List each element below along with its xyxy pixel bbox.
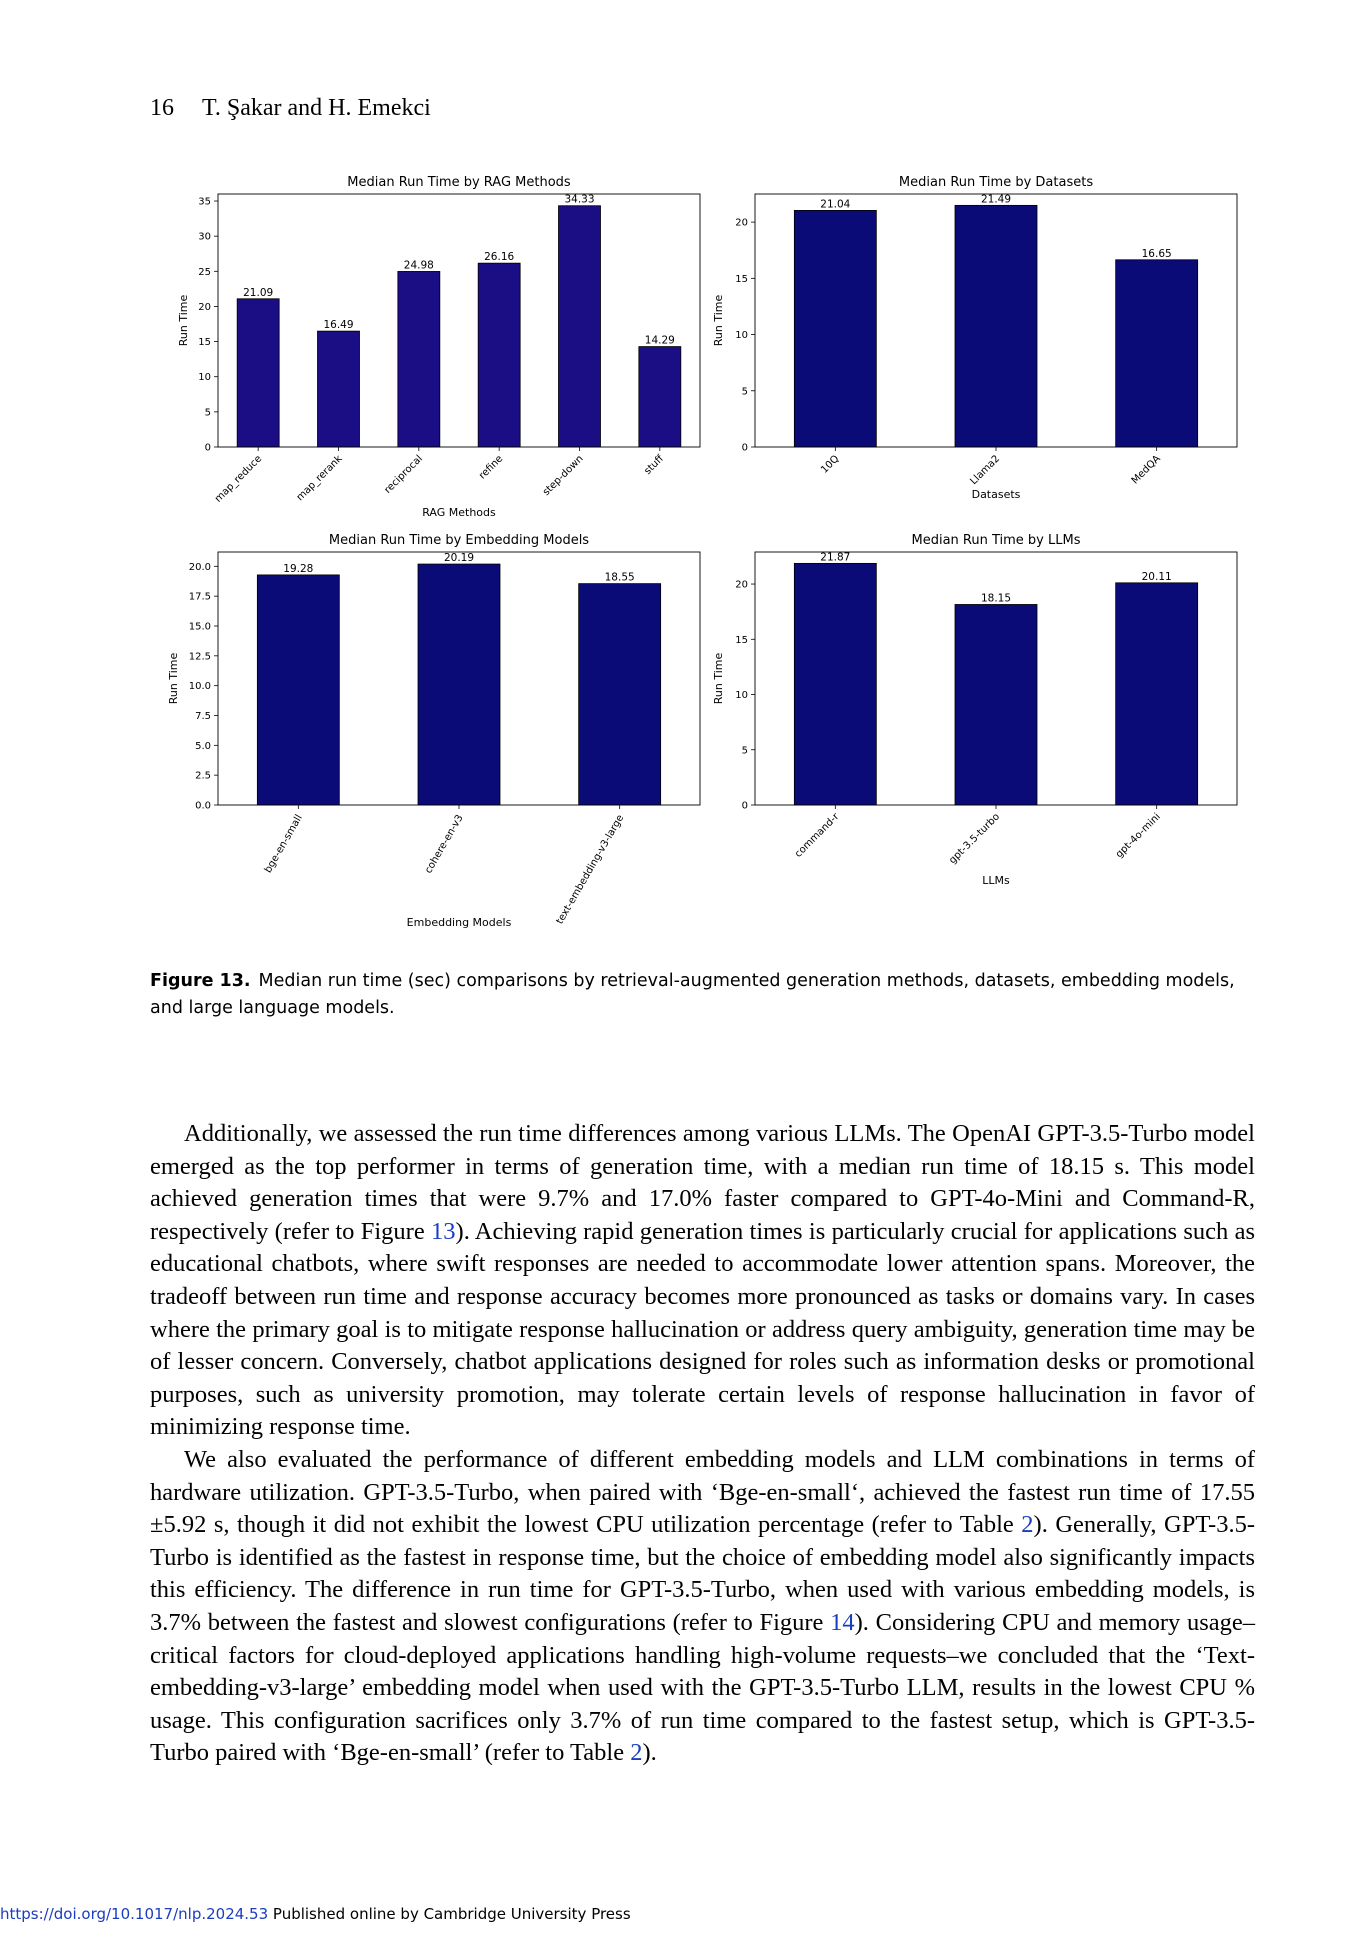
chart-title: Median Run Time by LLMs [911,533,1081,548]
y-tick-label: 20 [198,301,211,313]
y-tick-label: 5 [741,386,748,398]
y-axis-label: Run Time [167,652,180,705]
bar [478,263,520,447]
doi-link[interactable]: https://doi.org/10.1017/nlp.2024.53 [0,1905,269,1923]
value-label: 21.09 [243,286,274,299]
x-tick-label: map_rerank [294,453,345,504]
y-tick-label: 35 [198,196,211,208]
x-tick-label: Llama2 [968,453,1003,488]
x-axis-label: RAG Methods [422,506,496,519]
value-label: 26.16 [484,251,515,264]
bar-chart-svg [700,170,1260,528]
value-label: 21.49 [980,193,1012,206]
value-label: 20.11 [1141,570,1172,583]
figure-label: Figure 13. [150,971,251,991]
y-tick-label: 2.5 [195,770,211,782]
value-label: 20.19 [443,552,475,565]
paragraph-text: Additionally, we assessed the run time differences among various LLMs. The OpenAI GPT-3.5-Turbo model emerged as the top performer in terms of generation time, with a median run time of 18.15 s. This model achieved generation times that were 9.7% and 17.0% faster compared to GPT-4o-Mini and Command-R, respectively (refer to Figure [150,1120,1255,1245]
x-tick-label: refine [477,453,506,482]
y-tick-label: 30 [198,231,211,243]
figure-caption-text: Median run time (sec) comparisons by retrieval-augmented generation methods, datasets, embedding models, and large language models. [150,971,1235,1018]
x-tick-label: gpt-3.5-turbo [947,811,1003,867]
bar-chart-svg [700,528,1260,938]
table-link[interactable]: 2 [630,1739,643,1767]
y-tick-label: 15 [735,634,748,646]
page-header [150,95,431,122]
y-tick-label: 15 [198,337,211,349]
x-tick-label: cohere-en-v3 [423,813,466,876]
x-axis-label: LLMs [982,874,1010,887]
y-axis-label: Run Time [177,294,190,347]
y-tick-label: 0 [741,442,748,454]
paragraph-text: ). Generally, GPT-3.5-Turbo is identified as the fastest in response time, but the choice of embedding model also significantly impacts this efficiency. The difference in run time for GPT-3.5-Turbo, when used with various embedding models, is 3.7% between the fastest and slowest configurations (refer to Figure [150,1511,1255,1636]
y-axis-label: Run Time [712,652,725,705]
chart-rag-methods [140,170,700,528]
publisher-note: Published online by Cambridge University Press [268,1905,631,1923]
x-tick-label: reciprocal [382,453,425,496]
chart-title: Median Run Time by Embedding Models [328,533,590,548]
y-tick-label: 0 [204,442,211,454]
paragraph-text: ). Achieving rapid generation times is particularly crucial for applications such as educational chatbots, where swift responses are needed to accommodate lower attention spans. Moreover, the tradeoff between run time and response accuracy becomes more pronounced as tasks or domains vary. In cases where the primary goal is to mitigate response hallucination or address query ambiguity, generation time may be of lesser concern. Conversely, chatbot applications designed for roles such as information desks or promotional purposes, such as university promotion, may tolerate certain levels of response hallucination in favor of minimizing response time. [150,1217,1255,1441]
bar [418,564,500,805]
chart-title: Median Run Time by Datasets [898,175,1094,190]
body-text [150,1118,1255,1770]
page-number: 16 [150,95,174,121]
x-tick-label: gpt-4o-mini [1113,811,1163,861]
value-label: 34.33 [564,193,595,206]
y-tick-label: 25 [198,266,211,278]
bar [794,563,876,805]
bar [955,604,1037,805]
bar [559,206,601,447]
chart-embedding-models [140,528,700,938]
bar [579,584,661,805]
value-label: 21.04 [820,198,851,211]
x-tick-label: bge-en-small [262,813,305,875]
y-tick-label: 5 [204,407,211,419]
bar [955,205,1037,447]
paragraph [150,1444,1255,1770]
x-tick-label: command-r [792,811,842,860]
bar-chart-svg [140,170,700,528]
figure-link[interactable]: 14 [830,1608,855,1636]
value-label: 18.15 [980,592,1012,605]
x-axis-label: Embedding Models [406,916,512,929]
chart-title: Median Run Time by RAG Methods [347,175,571,190]
y-tick-label: 15.0 [188,621,211,633]
bar [398,271,440,447]
y-tick-label: 10 [735,330,748,342]
value-label: 14.29 [644,334,675,347]
bar [318,331,360,447]
x-tick-label: step-down [540,453,586,499]
y-tick-label: 0 [741,800,748,812]
table-link[interactable]: 2 [1021,1511,1034,1539]
value-label: 16.49 [323,319,354,332]
bar [237,299,279,447]
y-tick-label: 20 [735,579,748,591]
y-axis-label: Run Time [712,294,725,347]
y-tick-label: 12.5 [188,651,211,663]
running-head-authors: T. Şakar and H. Emekci [202,95,431,121]
paragraph [150,1118,1255,1444]
y-tick-label: 10.0 [188,681,211,693]
y-tick-label: 17.5 [188,591,211,603]
figure-link[interactable]: 13 [431,1217,456,1245]
x-tick-label: MedQA [1129,453,1163,487]
y-tick-label: 15 [735,273,748,285]
value-label: 18.55 [604,571,635,584]
bar [257,575,339,805]
y-tick-label: 5.0 [195,740,211,752]
x-tick-label: map_reduce [212,453,265,505]
y-tick-label: 20 [735,217,748,229]
y-tick-label: 5 [741,745,748,757]
y-tick-label: 10 [198,372,211,384]
bar [639,347,681,447]
y-tick-label: 10 [735,690,748,702]
y-tick-label: 20.0 [188,561,211,573]
value-label: 21.87 [820,551,851,564]
bar [1116,583,1198,805]
value-label: 19.28 [283,562,314,575]
x-tick-label: 10Q [819,453,842,476]
y-tick-label: 0.0 [195,800,211,812]
value-label: 24.98 [403,259,434,272]
bar [1116,260,1198,447]
bar [794,210,876,447]
bar-chart-svg [140,528,700,938]
plot-frame [218,194,700,447]
x-tick-label: stuff [642,453,666,477]
chart-datasets [700,170,1260,528]
paragraph-text: We also evaluated the performance of different embedding models and LLM combinations in terms of hardware utilization. GPT-3.5-Turbo, when paired with ‘Bge-en-small‘, achieved the fastest run time of 17.55 ±5.92 s, though it did not exhibit the lowest CPU utilization percentage (refer to Table [150,1445,1255,1539]
value-label: 16.65 [1141,247,1172,260]
paragraph-text: ). [642,1739,657,1767]
x-tick-label: text-embedding-v3-large [554,813,627,927]
x-axis-label: Datasets [971,488,1021,501]
y-tick-label: 7.5 [195,710,211,722]
paragraph-text: ). Considering CPU and memory usage–critical factors for cloud-deployed applications handling high-volume requests–we concluded that the ‘Text-embedding-v3-large’ embedding model when used with the GPT-3.5-Turbo LLM, results in the lowest CPU % usage. This configuration sacrifices only 3.7% of run time compared to the fastest setup, which is GPT-3.5-Turbo paired with ‘Bge-en-small’ (refer to Table [150,1608,1255,1767]
figure-caption [150,968,1255,1022]
page-footer [0,1905,631,1923]
chart-llms [700,528,1260,938]
